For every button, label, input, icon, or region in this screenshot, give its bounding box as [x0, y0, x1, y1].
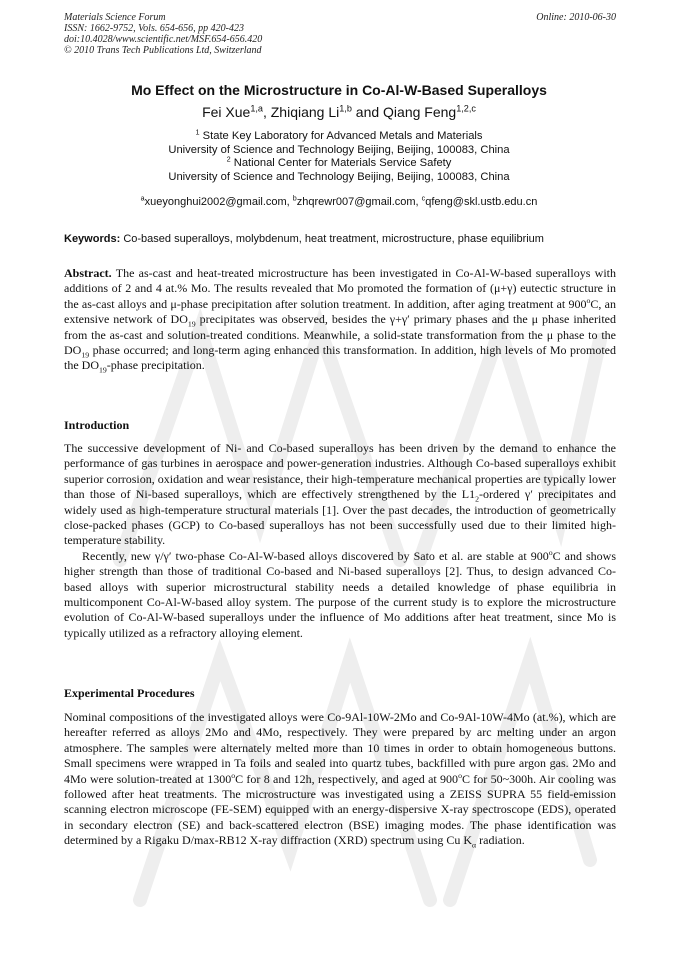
- alpha-sub: α: [472, 840, 477, 850]
- keywords-label: Keywords:: [64, 233, 121, 245]
- intro-text: C and shows higher strength than those of traditional Co-based and Ni-based superalloys [2]. Thus, to design advanced Co-based alloys with superior microstructural stability needs a detailed knowledge of phase equilibria in multicomponent Co-Al-W-based alloy system. The purpose of the current study is to explore the microstructure evolution of Co-Al-W-based superalloys under the influence of Mo additions after heat treatment, since Mo is typically utilized as a refractory alloying element.: [64, 548, 616, 640]
- online-date: Online: 2010-06-30: [536, 12, 616, 23]
- intro-text: The successive development of Ni- and Co-based superalloys has been driven by the demand to enhance the performance of gas turbines in aerospace and power-generation industries. Although Co-based superalloys exhibit superior corrosion, oxidation and wear resistance, their high-temperature mechanical properties are typically lower than those of Ni-based superalloys, which are effectively strengthened by the L1: [64, 441, 616, 502]
- keywords-text: Co-based superalloys, molybdenum, heat treatment, microstructure, phase equilibrium: [123, 233, 544, 245]
- journal-header: [64, 12, 616, 56]
- author-name: Qiang Feng: [383, 104, 457, 120]
- doi-line: doi:10.4028/www.scientific.net/MSF.654-656.420: [64, 34, 263, 45]
- copyright-line: © 2010 Trans Tech Publications Ltd, Switzerland: [64, 45, 262, 56]
- affil-line: University of Science and Technology Beijing, Beijing, 100083, China: [168, 170, 510, 183]
- degree-sup: o: [548, 547, 553, 557]
- paper-title: Mo Effect on the Microstructure in Co-Al-W-Based Superalloys: [131, 82, 547, 98]
- issn-line: ISSN: 1662-9752, Vols. 654-656, pp 420-423: [64, 23, 244, 34]
- degree-sup: o: [458, 770, 462, 780]
- degree-sup: o: [231, 770, 236, 780]
- degree-sup: o: [586, 295, 591, 305]
- journal-name: Materials Science Forum: [64, 12, 166, 23]
- intro-text: -ordered γ′ precipitates and widely used as high-temperature structural materials [1]. Over the past decades, the introduction of geometrically close-packed phases (GCP) to Co-based superalloys has not been successfully used due to their limited high-temperature stability.: [64, 487, 616, 548]
- email-address[interactable]: qfeng@skl.ustb.edu.cn: [425, 196, 538, 208]
- author-affil-sup: 1,a: [250, 103, 263, 114]
- phase-sub: 19: [99, 365, 107, 375]
- email-sup: a: [140, 194, 145, 203]
- author-name: Zhiqiang Li: [270, 104, 340, 120]
- abstract-text: precipitates was observed, besides the γ+γ′ primary phases and the μ phase inherited from the as-cast and solution-treated conditions. Meanwhile, a solid-state transformation from the μ phase to the DO: [64, 312, 616, 358]
- affil-line: University of Science and Technology Beijing, Beijing, 100083, China: [168, 143, 510, 156]
- email-sup: c: [421, 194, 426, 203]
- phase-sub: 19: [187, 319, 196, 329]
- affil-line: National Center for Materials Service Safety: [233, 157, 452, 169]
- affil-sup: 1: [195, 127, 200, 137]
- affil-line: State Key Laboratory for Advanced Metals and Materials: [202, 130, 483, 142]
- exp-text: C for 50~300h. Air cooling was followed after heat treatments. The microstructure was investigated using a ZEISS SUPRA 55 field-emission scanning electron microscope (FE-SEM) equipped with an energy-dispersive X-ray spectroscope (EDS), operated in secondary electron (SE) and back-scattered electron (BSE) imaging modes. The phase identification was determined by a Rigaku D/max-RB12 X-ray diffraction (XRD) spectrum using Cu K: [64, 771, 616, 848]
- keywords: [64, 233, 616, 245]
- abstract-text: The as-cast and heat-treated microstructure has been investigated in Co-Al-W-based superalloys with additions of 2 and 4 at.% Mo. The results revealed that Mo promoted the formation of (μ+γ) eutectic structure in the as-cast alloys and μ-phase precipitation after solution treatment. In addition, after aging treatment at 900: [64, 266, 616, 311]
- abstract: [64, 266, 616, 374]
- email-sup: b: [292, 194, 297, 203]
- email-address[interactable]: xueyonghui2002@gmail.com: [144, 196, 287, 208]
- l12-sub: 2: [475, 494, 480, 504]
- abstract-text: phase occurred; and long-term aging enhanced this transformation. In addition, high levels of Mo promoted the DO: [64, 343, 616, 373]
- introduction-heading: Introduction: [64, 418, 130, 432]
- experimental-heading: Experimental Procedures: [64, 686, 195, 700]
- exp-text: C for 8 and 12h, respectively, and aged at 900: [235, 771, 459, 786]
- affil-sup: 2: [226, 154, 231, 164]
- introduction-body: [64, 441, 616, 641]
- email-list: $^a$xueyonghui2002@gmail.com, $^b$zhqrewr007@gmail.com, $^c$qfeng@skl.ustb.edu.cn: [140, 194, 538, 208]
- intro-text: Recently, new γ/γ′ two-phase Co-Al-W-based alloys discovered by Sato et al. are stable at 900: [82, 548, 549, 563]
- exp-text: Nominal compositions of the investigated alloys were Co-9Al-10W-2Mo and Co-9Al-10W-4Mo (at.%), which are hereafter referred as alloys 2Mo and 4Mo, respectively. They were prepared by arc melting under an argon atmosphere. The samples were alternately melted more than 10 times in order to obtain homogeneous buttons. Small specimens were wrapped in Ta foils and sealed into quartz tubes, backfilled with pure argon gas. 2Mo and 4Mo were solution-treated at 1300: [64, 710, 616, 786]
- phase-sub: 19: [81, 350, 90, 360]
- email-address[interactable]: zhqrewr007@gmail.com: [296, 196, 416, 208]
- author-list: Fei Xue$^{1,a}$, Zhiqiang Li$^{1,b}$ and Qiang Feng$^{1,2,c}$: [202, 103, 476, 120]
- author-affil-sup: 1,2,c: [456, 103, 476, 114]
- experimental-body: [64, 710, 616, 849]
- abstract-text: C, an extensive network of DO: [64, 296, 616, 327]
- abstract-label: Abstract.: [64, 266, 112, 280]
- authors-and: and: [355, 104, 380, 120]
- abstract-text: -phase precipitation.: [106, 358, 205, 373]
- author-name: Fei Xue: [202, 104, 251, 120]
- affiliations: [0, 127, 678, 184]
- exp-text: radiation.: [476, 833, 525, 848]
- author-affil-sup: 1,b: [339, 103, 352, 114]
